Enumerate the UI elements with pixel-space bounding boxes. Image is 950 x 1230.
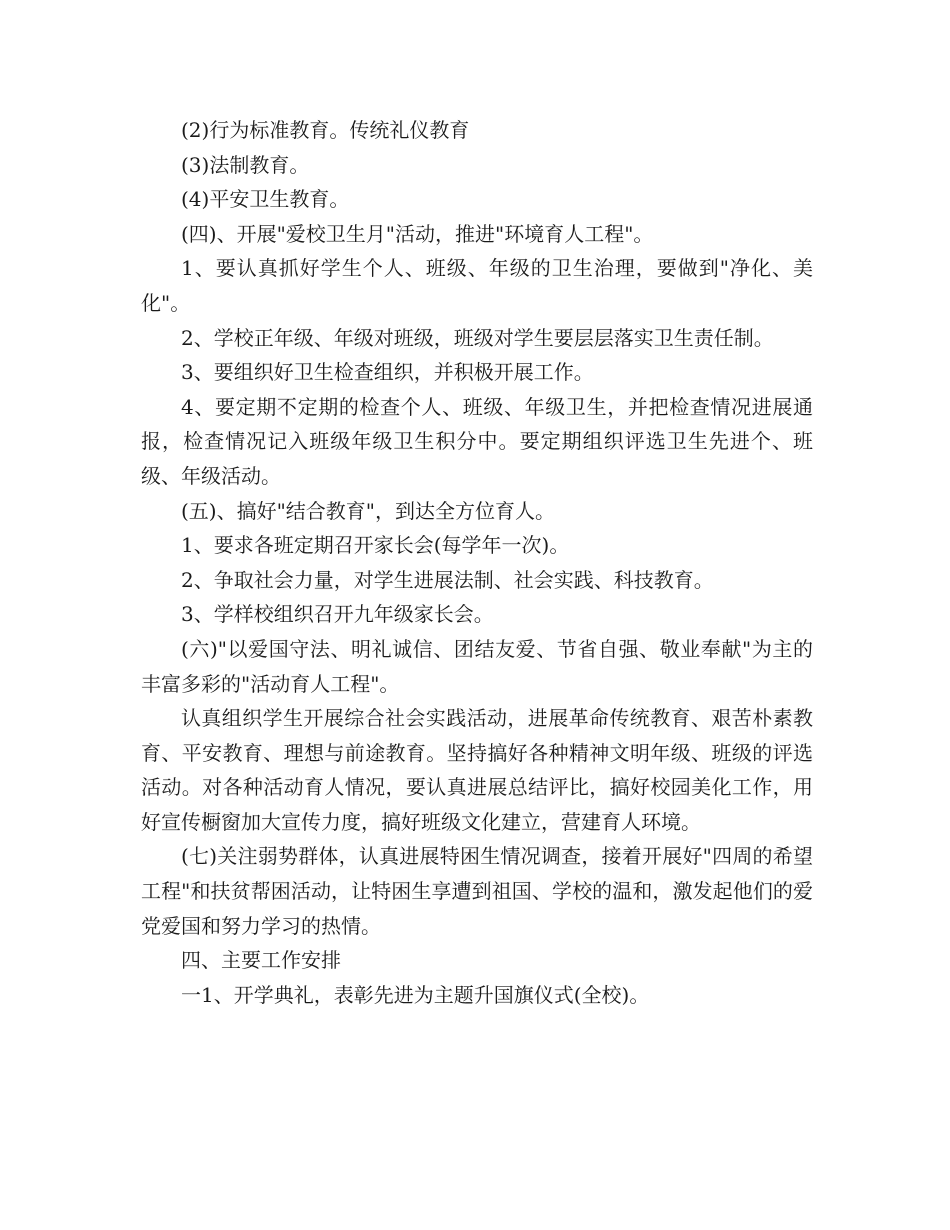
paragraph-hygiene-item-2: 2、学校正年级、年级对班级，班级对学生要层层落实卫生责任制。 <box>181 325 774 350</box>
document-body <box>141 113 813 1012</box>
paragraph-opening-ceremony: 一1、开学典礼，表彰先进为主题升国旗仪式(全校)。 <box>181 982 650 1007</box>
paragraph-hygiene-item-4: 4、要定期不定期的检查个人、班级、年级卫生，并把检查情况进展通报，检查情况记入班级年级卫生积分中。要定期组织评选卫生先进个、班级、年级活动。 <box>141 394 813 488</box>
paragraph-safety-education: (4)平安卫生教育。 <box>181 187 350 212</box>
paragraph-section-7-vulnerable-groups: (七)关注弱势群体，认真进展特困生情况调查，接着开展好"四周的希望工程"和扶贫帮困活动，让特困生享遭到祖国、学校的温和，激发起他们的爱党爱国和努力学习的热情。 <box>141 844 813 938</box>
paragraph-main-work-heading: 四、主要工作安排 <box>181 948 341 973</box>
paragraph-hygiene-item-3: 3、要组织好卫生检查组织，并积极开展工作。 <box>181 360 594 385</box>
paragraph-combined-item-1: 1、要求各班定期召开家长会(每学年一次)。 <box>181 533 570 558</box>
paragraph-moral-education-2: (2)行为标准教育。传统礼仪教育 <box>181 118 470 142</box>
paragraph-legal-education: (3)法制教育。 <box>181 152 310 177</box>
paragraph-section-6-heading: (六)"以爱国守法、明礼诚信、团结友爱、节省自强、敬业奉献"为主的丰富多彩的"活动育人工程"。 <box>141 636 813 696</box>
paragraph-section-4-heading: (四)、开展"爱校卫生月"活动，推进"环境育人工程"。 <box>181 221 654 246</box>
paragraph-combined-item-2: 2、争取社会力量，对学生进展法制、社会实践、科技教育。 <box>181 567 714 592</box>
paragraph-activity-education: 认真组织学生开展综合社会实践活动，进展革命传统教育、艰苦朴素教育、平安教育、理想与前途教育。坚持搞好各种精神文明年级、班级的评选活动。对各种活动育人情况，要认真进展总结评比，搞好校园美化工作，用好宣传橱窗加大宣传力度，搞好班级文化建立，营建育人环境。 <box>141 706 813 834</box>
paragraph-hygiene-item-1: 1、要认真抓好学生个人、班级、年级的卫生治理，要做到"净化、美化"。 <box>141 256 813 315</box>
paragraph-section-5-heading: (五)、搞好"结合教育"，到达全方位育人。 <box>181 498 556 523</box>
paragraph-combined-item-3: 3、学样校组织召开九年级家长会。 <box>181 602 494 627</box>
